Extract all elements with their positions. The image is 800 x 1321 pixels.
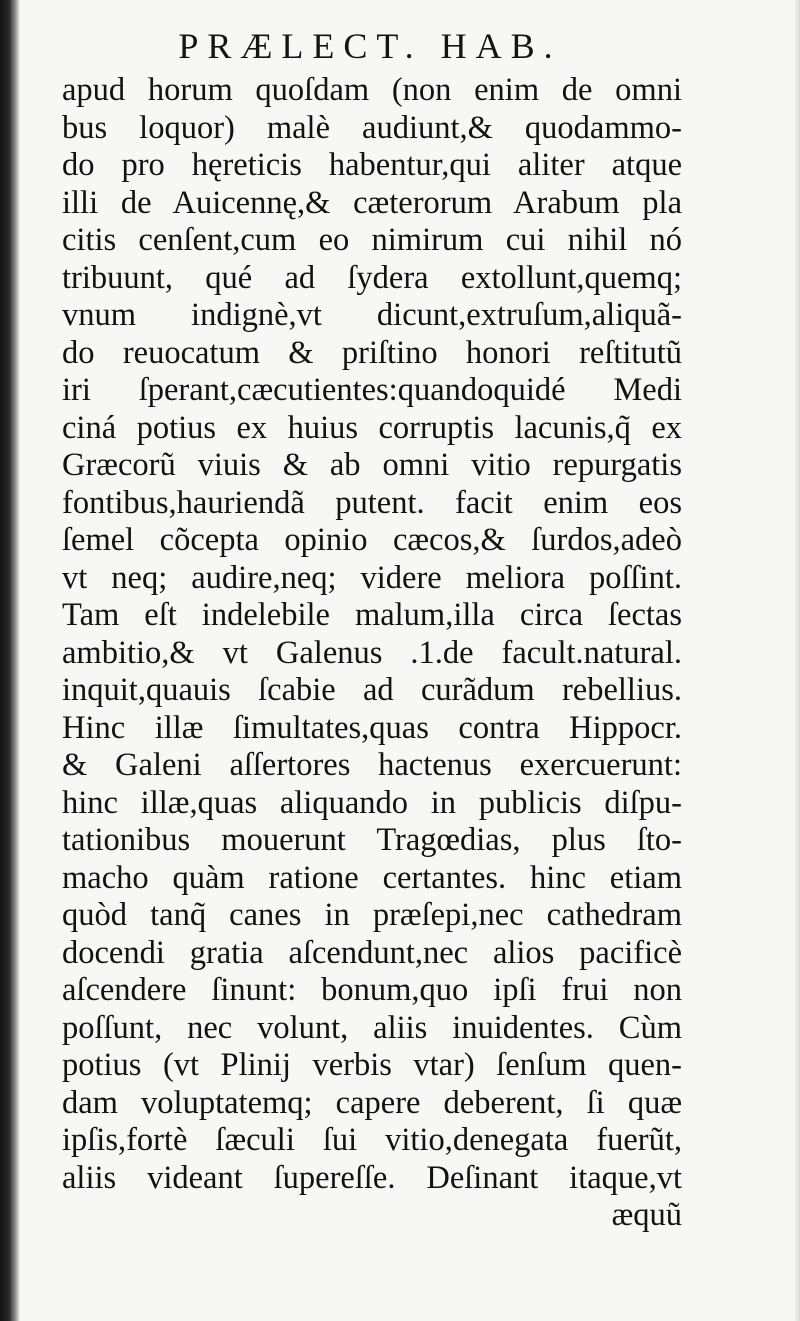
body-text (62, 72, 682, 1235)
text-line: vnum indignè,vt dicunt,extruſum,aliquã- (62, 297, 682, 333)
running-head: PRÆLECT. HAB. (178, 26, 562, 66)
text-line: & Galeni aſſertores hactenus exercuerunt: (62, 747, 682, 783)
text-line: aſcendere ſinunt: bonum,quo ipſi frui non (62, 972, 682, 1008)
text-line: tribuunt, qué ad ſydera extollunt,quemq; (62, 259, 682, 296)
text-line: poſſunt, nec volunt, aliis inuidentes. Cùm (62, 1009, 682, 1046)
text-line: quòd tanq̃ canes in præſepi,nec cathedram (62, 897, 682, 933)
text-line: aliis videant ſupereſſe. Deſinant itaque,vt (62, 1159, 682, 1196)
page-edge-shadow (794, 0, 800, 1321)
page-gutter-shadow (0, 0, 20, 1321)
text-line: ambitio,& vt Galenus .1.de facult.natural. (62, 634, 682, 671)
text-line: do pro hęreticis habentur,qui aliter atque (62, 147, 682, 183)
text-line: hinc illæ,quas aliquando in publicis diſpu- (62, 784, 682, 821)
text-line: Tam eſt indelebile malum,illa circa ſectas (62, 597, 682, 633)
text-line: fontibus,hauriendã putent. facit enim eos (62, 484, 682, 521)
text-line: Hinc illæ ſimultates,quas contra Hippocr. (62, 709, 682, 746)
text-line: dam voluptatemq; capere deberent, ſi quæ (62, 1084, 682, 1121)
text-line: vt neq; audire,neq; videre meliora poſſint. (62, 559, 682, 596)
text-line: potius (vt Plinij verbis vtar) ſenſum quen- (62, 1047, 682, 1083)
text-line: iri ſperant,cæcutientes:quandoquidé Medi (62, 372, 682, 408)
text-line: ciná potius ex huius corruptis lacunis,q̃ ex (62, 409, 682, 446)
text-line: apud horum quoſdam (non enim de omni (62, 72, 682, 108)
catchword: æquũ (611, 1197, 682, 1233)
text-line: illi de Auicennę,& cæterorum Arabum pla (62, 184, 682, 221)
text-line: ipſis,fortè ſæculi ſui vitio,denegata fuerũt, (62, 1122, 682, 1158)
text-line: macho quàm ratione certantes. hinc etiam (62, 859, 682, 896)
text-line: docendi gratia aſcendunt,nec alios pacificè (62, 934, 682, 971)
text-line: Græcorũ viuis & ab omni vitio repurgatis (62, 447, 682, 483)
text-line: citis cenſent,cum eo nimirum cui nihil nó (62, 222, 682, 258)
text-line: do reuocatum & priſtino honori reſtitutũ (62, 334, 682, 371)
text-line: inquit,quauis ſcabie ad curãdum rebellius. (62, 672, 682, 708)
text-line: ſemel cõcepta opinio cæcos,& ſurdos,adeò (62, 522, 682, 558)
text-line: bus loquor) malè audiunt,& quodammo- (62, 109, 682, 146)
text-line: tationibus mouerunt Tragœdias, plus ſto- (62, 822, 682, 858)
